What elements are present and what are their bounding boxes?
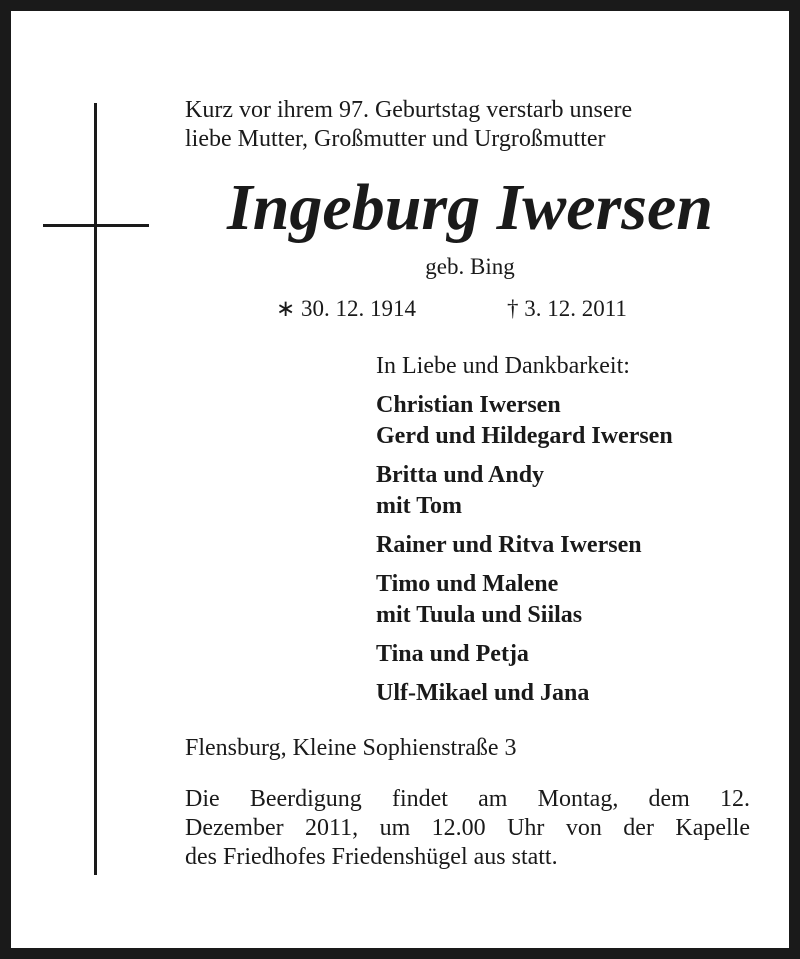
mourner-line: Gerd und Hildegard Iwersen [376, 423, 673, 449]
mourner-line: Tina und Petja [376, 641, 529, 667]
cross-icon-horizontal-bar [43, 224, 149, 227]
intro-line: Kurz vor ihrem 97. Geburtstag verstarb unsere [185, 97, 633, 123]
birth-date: ∗ 30. 12. 1914 [276, 296, 417, 321]
mourner-line: Rainer und Ritva Iwersen [376, 532, 642, 558]
mourner-line: Ulf-Mikael und Jana [376, 680, 590, 706]
funeral-line: des Friedhofes Friedenshügel aus statt. [185, 844, 558, 870]
cross-icon-vertical-bar [94, 103, 97, 875]
intro-line: liebe Mutter, Großmutter und Urgroßmutter [185, 126, 606, 152]
mourner-group [376, 639, 673, 670]
mourner-group [376, 569, 673, 631]
mourner-group [376, 460, 673, 522]
mourner-line: mit Tuula und Siilas [376, 602, 583, 628]
mourner-line: mit Tom [376, 493, 463, 519]
maiden-name: geb. Bing [425, 254, 515, 279]
intro-text [185, 96, 755, 154]
mourner-group [376, 678, 673, 709]
funeral-notice [185, 785, 750, 872]
funeral-line: Dezember 2011, um 12.00 Uhr von der Kapelle [185, 815, 750, 841]
address: Flensburg, Kleine Sophienstraße 3 [185, 735, 517, 761]
mourner-group [376, 390, 673, 452]
thanks-line: In Liebe und Dankbarkeit: [376, 353, 630, 379]
mourner-group [376, 530, 673, 561]
mourners-list [376, 390, 673, 717]
mourner-line: Christian Iwersen [376, 392, 561, 418]
death-date: † 3. 12. 2011 [507, 296, 627, 321]
mourner-line: Britta und Andy [376, 462, 545, 488]
mourner-line: Timo und Malene [376, 571, 559, 597]
deceased-name: Ingeburg Iwersen [227, 171, 713, 244]
funeral-line: Die Beerdigung findet am Montag, dem 12. [185, 786, 750, 812]
